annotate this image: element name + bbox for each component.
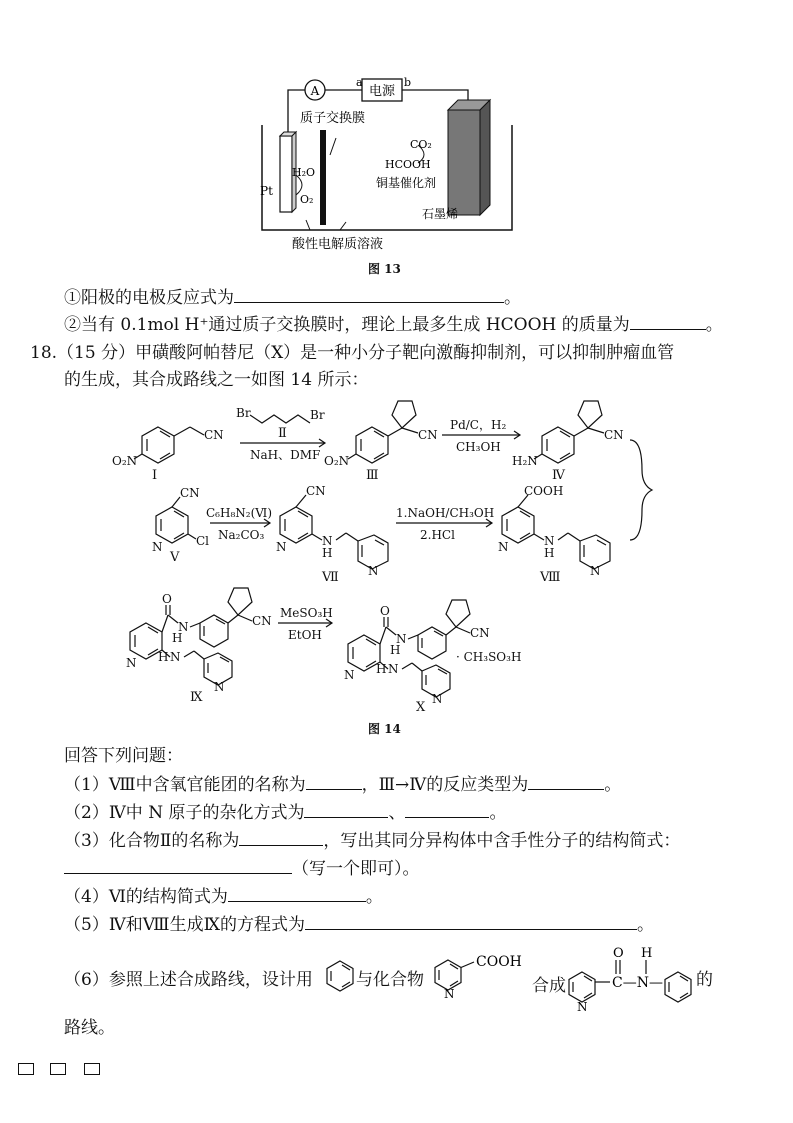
label-v: Ⅴ xyxy=(170,550,180,565)
footer-box-icon xyxy=(84,1063,100,1075)
n-ring-ix: N xyxy=(126,656,137,670)
cond1: NaH、DMF xyxy=(250,448,321,462)
pt-label: Pt xyxy=(260,184,273,198)
power-source-label: 电源 xyxy=(368,84,396,99)
o-x: O xyxy=(380,604,390,618)
answer-blank[interactable] xyxy=(304,801,388,818)
s2-text-a: （2）Ⅳ中 N 原子的杂化方式为 xyxy=(64,803,305,823)
benzene-structure-icon xyxy=(324,958,356,994)
figure-13-caption: 图 13 xyxy=(368,262,401,276)
s6-cn: C—N— xyxy=(612,975,663,991)
s4-text-b: 。 xyxy=(365,887,383,907)
cond4-top: 1.NaOH/CH₃OH xyxy=(396,506,495,520)
salt-x: · CH₃SO₃H xyxy=(456,650,522,664)
membrane-label: 质子交换膜 xyxy=(300,111,366,126)
cn-vii: CN xyxy=(306,484,326,498)
q17-part1 xyxy=(64,286,521,309)
catalyst-label: 铜基催化剂 xyxy=(376,176,437,190)
q17-part2 xyxy=(64,313,723,336)
s3-text-a: （3）化合物Ⅱ的名称为 xyxy=(64,831,240,851)
figure-13-electrolysis-cell xyxy=(240,70,540,280)
s5-text-a: （5）Ⅳ和Ⅷ生成Ⅸ的方程式为 xyxy=(64,915,305,935)
hcooh-label: HCOOH xyxy=(385,158,431,171)
s6-n-reactant: N xyxy=(444,987,455,1000)
s6-n-product: N xyxy=(577,1000,588,1012)
label-ix: Ⅸ xyxy=(190,690,203,705)
n-amide-x: N xyxy=(396,632,407,646)
s6-h: H xyxy=(641,946,653,961)
subquestion-2 xyxy=(64,801,506,824)
s6-text-d: 的 xyxy=(696,970,713,990)
answer-blank[interactable] xyxy=(239,829,323,846)
footer-box-icon xyxy=(50,1063,66,1075)
s6-cooh: COOH xyxy=(476,954,522,970)
o2n-i: O₂N xyxy=(112,454,138,468)
n-nh-ix: N xyxy=(170,650,181,664)
h2o-label: H₂O xyxy=(292,166,316,179)
answer-blank[interactable] xyxy=(234,286,504,303)
q18-line1: 18.（15 分）甲磺酸阿帕替尼（X）是一种小分子靶向激酶抑制剂，可以抑制肿瘤血管 xyxy=(30,343,675,363)
subquestion-5 xyxy=(64,913,654,936)
s6-o: O xyxy=(613,946,624,961)
terminal-a: a xyxy=(356,76,363,89)
n-nh-vii: N xyxy=(322,534,333,548)
n-pyr-vii: N xyxy=(368,564,379,578)
cond5-top: MeSO₃H xyxy=(280,606,333,620)
n-vii: N xyxy=(276,540,287,554)
label-viii: Ⅷ xyxy=(540,570,561,585)
co2-label: CO₂ xyxy=(410,138,432,151)
answer-intro: 回答下列问题： xyxy=(64,746,183,766)
n-pyr-viii: N xyxy=(590,564,601,578)
n-pyr-ix: N xyxy=(214,680,225,694)
cond4-bottom: 2.HCl xyxy=(420,528,455,542)
n-amide-ix: N xyxy=(178,620,189,634)
s1-text-c: 。 xyxy=(604,775,622,795)
cond2-top: Pd/C，H₂ xyxy=(450,418,507,432)
footer-box-icon xyxy=(18,1063,34,1075)
cond5-bottom: EtOH xyxy=(288,628,322,642)
cn-v: CN xyxy=(180,486,200,500)
cn-i: CN xyxy=(204,428,224,442)
n-v: N xyxy=(152,540,163,554)
q17-part1-end: 。 xyxy=(504,288,521,308)
label-i: Ⅰ xyxy=(152,468,158,483)
label-vii: Ⅶ xyxy=(322,570,339,585)
h-amide-ix: H xyxy=(172,631,183,645)
s4-text-a: （4）Ⅵ的结构简式为 xyxy=(64,887,228,907)
cn-x: CN xyxy=(470,626,490,640)
terminal-b: b xyxy=(404,76,412,89)
answer-blank[interactable] xyxy=(305,913,637,930)
subquestion-3-cont xyxy=(64,857,420,880)
figure-14-synthesis-route xyxy=(100,395,740,715)
h-nh-x: H xyxy=(376,662,387,676)
h2n-iv: H₂N xyxy=(512,454,538,468)
cn-iii: CN xyxy=(418,428,438,442)
h-nh-viii: H xyxy=(544,546,555,560)
figure-14-caption: 图 14 xyxy=(368,722,401,736)
label-iv: Ⅳ xyxy=(552,468,565,483)
cn-ix: CN xyxy=(252,614,272,628)
q17-part2-end: 。 xyxy=(705,315,723,335)
subquestion-4 xyxy=(64,885,383,908)
answer-blank[interactable] xyxy=(405,801,489,818)
ammeter-label: A xyxy=(310,84,320,98)
o2n-iii: O₂N xyxy=(324,454,350,468)
graphene-label: 石墨烯 xyxy=(422,207,459,221)
subquestion-3 xyxy=(64,829,680,852)
cl-v: Cl xyxy=(196,534,210,548)
cond2-bottom: CH₃OH xyxy=(456,440,501,454)
s1-text-b: ，Ⅲ→Ⅳ的反应类型为 xyxy=(361,775,529,795)
q18-line2: 的生成，其合成路线之一如图 14 所示： xyxy=(64,370,369,390)
s3-text-b: ，写出其同分异构体中含手性分子的结构简式： xyxy=(323,831,681,851)
cond3-top: C₆H₈N₂(Ⅵ) xyxy=(206,506,273,520)
reagent-ii: Ⅱ xyxy=(278,426,287,441)
label-iii: Ⅲ xyxy=(366,468,379,483)
h-nh-ix: H xyxy=(158,650,169,664)
s1-text-a: （1）Ⅷ中含氧官能团的名称为 xyxy=(64,775,306,795)
o2-label: O₂ xyxy=(300,193,314,206)
q17-part2-text: ②当有 0.1mol H⁺通过质子交换膜时，理论上最多生成 HCOOH 的质量为 xyxy=(64,315,630,335)
answer-blank[interactable] xyxy=(228,885,366,902)
electrolyte-label: 酸性电解质溶液 xyxy=(292,237,384,252)
subquestion-1 xyxy=(64,773,621,796)
n-nh-x: N xyxy=(388,662,399,676)
nicotinic-acid-structure-icon xyxy=(430,950,530,1000)
answer-blank[interactable] xyxy=(528,773,604,790)
cond3-bottom: Na₂CO₃ xyxy=(218,528,265,542)
label-x: X xyxy=(416,700,426,715)
answer-blank[interactable] xyxy=(306,773,362,790)
n-nh-viii: N xyxy=(544,534,555,548)
br-left: Br xyxy=(236,406,251,420)
q17-part1-text: ①阳极的电极反应式为 xyxy=(64,288,234,308)
s6-text-e: 路线。 xyxy=(64,1018,115,1038)
s6-text-c: 合成 xyxy=(532,976,566,996)
br-right: Br xyxy=(310,408,325,422)
cn-iv: CN xyxy=(604,428,624,442)
cooh-viii: COOH xyxy=(524,484,564,498)
s2-text-b: 、 xyxy=(388,803,406,823)
n-ring-x: N xyxy=(344,668,355,682)
h-amide-x: H xyxy=(390,643,401,657)
s5-text-b: 。 xyxy=(636,915,654,935)
s3-text-c: （写一个即可）。 xyxy=(292,859,420,879)
answer-blank[interactable] xyxy=(64,857,292,874)
s2-text-c: 。 xyxy=(489,803,507,823)
s6-text-a: （6）参照上述合成路线，设计用 xyxy=(64,970,313,990)
s6-text-b: 与化合物 xyxy=(356,970,424,990)
o-ix: O xyxy=(162,592,172,606)
target-amide-structure-icon xyxy=(566,942,696,1012)
h-nh-vii: H xyxy=(322,546,333,560)
n-pyr-x: N xyxy=(432,692,443,706)
n-viii: N xyxy=(498,540,509,554)
answer-blank[interactable] xyxy=(630,313,706,330)
